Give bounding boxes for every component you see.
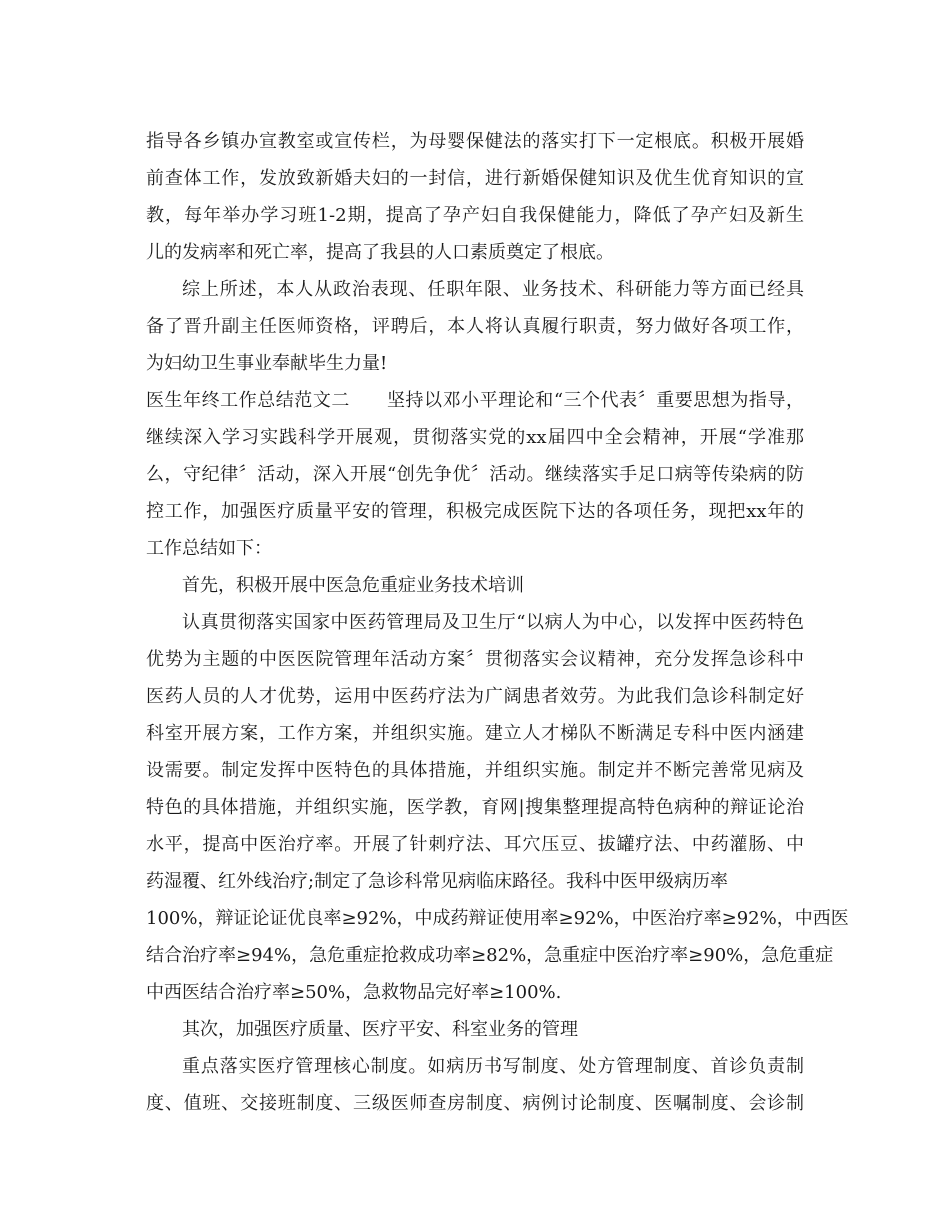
text-line: 备了晋升副主任医师资格，评聘后，本人将认真履行职责，努力做好各项工作， [146, 316, 804, 337]
text-line: 工作总结如下： [146, 538, 272, 559]
text-line: 科室开展方案，工作方案，并组织实施。建立人才梯队不断满足专科中医内涵建 [146, 723, 804, 744]
text-line: 控工作，加强医疗质量平安的管理，积极完成医院下达的各项任务，现把xx年的 [146, 501, 804, 522]
text-line: 医药人员的人才优势，运用中医药疗法为广阔患者效劳。为此我们急诊科制定好 [146, 686, 804, 707]
subheading-line: 首先，积极开展中医急危重症业务技术培训 [182, 575, 524, 596]
text-line: 结合治疗率≥94%，急危重症抢救成功率≥82%，急重症中医治疗率≥90%，急危重症 [146, 945, 834, 966]
text-line: 综上所述，本人从政治表现、任职年限、业务技术、科研能力等方面已经具 [182, 279, 804, 300]
text-line: 为妇幼卫生事业奉献毕生力量! [146, 353, 388, 374]
text-line: 特色的具体措施，并组织实施，医学教，育网|搜集整理提高特色病种的辩证论治 [146, 797, 804, 818]
text-line: 水平，提高中医治疗率。开展了针刺疗法、耳穴压豆、拔罐疗法、中药灌肠、中 [146, 834, 804, 855]
text-line: 教，每年举办学习班1-2期，提高了孕产妇自我保健能力，降低了孕产妇及新生 [146, 205, 804, 226]
text-line: 度、值班、交接班制度、三级医师查房制度、病例讨论制度、医嘱制度、会诊制 [146, 1093, 804, 1114]
text-line: 重点落实医疗管理核心制度。如病历书写制度、处方管理制度、首诊负责制 [182, 1056, 804, 1077]
text-line: 认真贯彻落实国家中医药管理局及卫生厅“以病人为中心，以发挥中医药特色 [182, 612, 804, 633]
subheading-line: 其次，加强医疗质量、医疗平安、科室业务的管理 [182, 1019, 578, 1040]
text-line: 优势为主题的中医医院管理年活动方案〞贯彻落实会议精神，充分发挥急诊科中 [146, 649, 804, 670]
text-line: 儿的发病率和死亡率，提高了我县的人口素质奠定了根底。 [146, 242, 614, 263]
text-line: 么，守纪律〞活动，深入开展“创先争优〞活动。继续落实手足口病等传染病的防 [146, 464, 804, 485]
text-line: 继续深入学习实践科学开展观，贯彻落实党的xx届四中全会精神，开展“学准那 [146, 427, 804, 448]
text-line: 前查体工作，发放致新婚夫妇的一封信，进行新婚保健知识及优生优育知识的宣 [146, 168, 804, 189]
text-line: 指导各乡镇办宣教室或宣传栏，为母婴保健法的落实打下一定根底。积极开展婚 [146, 131, 804, 152]
text-line: 药湿覆、红外线治疗;制定了急诊科常见病临床路径。我科中医甲级病历率 [146, 871, 729, 892]
text-line: 设需要。制定发挥中医特色的具体措施，并组织实施。制定并不断完善常见病及 [146, 760, 804, 781]
section-heading-line: 医生年终工作总结范文二 坚持以邓小平理论和“三个代表〞重要思想为指导， [146, 390, 804, 411]
text-line: 中西医结合治疗率≥50%，急救物品完好率≥100%. [146, 982, 562, 1003]
text-line: 100%，辩证论证优良率≥92%，中成药辩证使用率≥92%，中医治疗率≥92%，中西医 [146, 908, 849, 929]
